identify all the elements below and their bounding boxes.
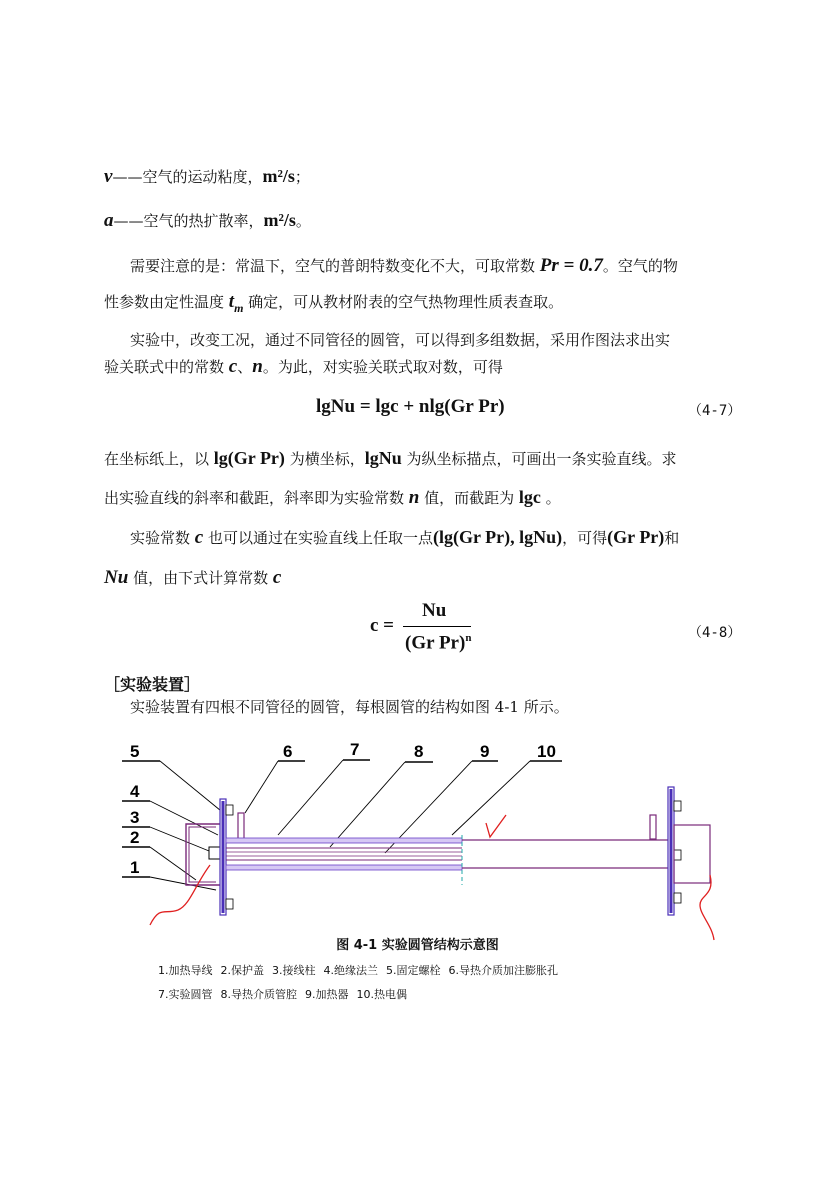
- legend-item: 4.绝缘法兰: [323, 964, 378, 977]
- plot-text: 在坐标纸上，以: [104, 450, 214, 468]
- denominator-text: (Gr Pr): [405, 632, 466, 654]
- nu-number: Nu: [104, 567, 129, 588]
- constant-text: ，可得: [562, 529, 608, 547]
- test-pipe-top-wall: [226, 838, 462, 843]
- grpr: (Gr Pr): [607, 527, 665, 547]
- plot-text: 。: [540, 489, 561, 507]
- pipe-structure-diagram: [0, 735, 835, 945]
- fraction-bar: [403, 626, 471, 627]
- plot-text: 值，而截距为: [419, 489, 519, 507]
- section-text: 实验装置有四根不同管径的圆管，每根圆管的结构如图 4-1 所示。: [130, 698, 569, 716]
- constant-text: 值，由下式计算常数: [128, 569, 273, 587]
- experiment-text: 验关联式中的常数: [104, 358, 229, 376]
- note-text: 需要注意的是：常温下，空气的普朗特数变化不大，可取常数: [130, 257, 540, 275]
- note-line-2: [104, 292, 563, 318]
- legend-item: 3.接线柱: [272, 964, 316, 977]
- tm-symbol: [228, 291, 244, 315]
- legend-item: 6.导热介质加注膨胀孔: [448, 964, 558, 977]
- n-symbol: n: [252, 356, 263, 377]
- equation-4-8-number: （4-8）: [688, 625, 742, 641]
- experiment-text: 。为此，对实验关联式取对数，可得: [262, 358, 503, 376]
- experiment-line-2: [104, 357, 503, 377]
- legend-item: 2.保护盖: [220, 964, 264, 977]
- equation-4-8-denominator: [405, 632, 471, 654]
- c-symbol: c: [228, 356, 238, 377]
- handwritten-check-mark: [486, 815, 506, 837]
- note-text: 。空气的物: [602, 257, 678, 275]
- plot-text: 为纵坐标描点，可画出一条实验直线。求: [401, 450, 677, 468]
- a-symbol: a: [104, 210, 114, 231]
- pr-equation: Pr = 0.7: [539, 255, 603, 276]
- c-symbol: c: [272, 567, 282, 588]
- separator: 、: [237, 358, 253, 376]
- label-9: 9: [480, 742, 490, 761]
- legend-item: 1.加热导线: [158, 964, 213, 977]
- legend-item: 7.实验圆管: [158, 988, 213, 1001]
- a-description: ——空气的热扩散率，: [113, 212, 264, 230]
- equation-4-7: lgNu = lgc + nlg(Gr Pr): [316, 396, 505, 417]
- point-expression: (lg(Gr Pr), lgNu): [433, 527, 563, 547]
- section-title: ［实验装置］: [104, 675, 201, 694]
- c-symbol: c: [194, 527, 204, 548]
- label-10: 10: [537, 742, 556, 761]
- plot-line-1: [104, 448, 677, 469]
- plot-text: 出实验直线的斜率和截距，斜率即为实验常数: [104, 489, 409, 507]
- m-subscript: m: [234, 300, 244, 315]
- a-definition: [104, 210, 311, 231]
- terminal-post: [209, 847, 221, 859]
- legend-item: 8.导热介质管腔: [220, 988, 297, 1001]
- t-symbol: t: [228, 291, 235, 312]
- label-6: 6: [283, 742, 293, 761]
- legend-item: 10.热电偶: [356, 988, 407, 1001]
- label-2: 2: [130, 828, 140, 847]
- bolt-icon: [226, 805, 233, 815]
- expansion-hole: [238, 813, 244, 841]
- nu-definition: [104, 166, 310, 187]
- period: 。: [295, 212, 311, 230]
- test-pipe-bottom-wall: [226, 865, 462, 870]
- nu-symbol: ν: [104, 166, 113, 187]
- equation-4-7-number: （4-7）: [688, 403, 742, 419]
- label-5: 5: [130, 742, 140, 761]
- semicolon: ；: [294, 168, 310, 186]
- figure-caption: 图 4-1 实验圆管结构示意图: [336, 938, 499, 953]
- note-text: 性参数由定性温度: [104, 293, 229, 311]
- label-3: 3: [130, 808, 140, 827]
- constant-line-2: [104, 568, 281, 588]
- legend-row-1: [158, 962, 566, 978]
- constant-text: 实验常数: [130, 529, 195, 547]
- equation-4-8-lhs: c =: [370, 615, 395, 636]
- constant-text: 和: [664, 529, 680, 547]
- plot-text: 为横坐标，: [284, 450, 365, 468]
- bolt-icon: [674, 801, 681, 811]
- constant-text: 也可以通过在实验直线上任取一点: [203, 529, 433, 547]
- lgc: lgc: [518, 487, 541, 507]
- note-line-1: [130, 256, 678, 276]
- equation-4-8-numerator: Nu: [422, 600, 447, 621]
- lg-grpr: lg(Gr Pr): [213, 448, 285, 468]
- experiment-line-1: 实验中，改变工况，通过不同管径的圆管，可以得到多组数据，采用作图法求出实: [130, 331, 671, 349]
- exponent: n: [465, 632, 472, 644]
- label-8: 8: [414, 742, 424, 761]
- note-text: 确定，可从教材附表的空气热物理性质表查取。: [243, 293, 564, 311]
- label-1: 1: [130, 858, 140, 877]
- legend-item: 9.加热器: [305, 988, 349, 1001]
- constant-line-1: [130, 527, 679, 548]
- bolt-icon: [674, 893, 681, 903]
- lgnu: lgNu: [364, 448, 402, 468]
- plot-line-2: [104, 487, 561, 508]
- nu-unit: m²/s: [262, 166, 295, 186]
- a-unit: m²/s: [263, 210, 296, 230]
- bolt-icon: [674, 850, 681, 860]
- handwritten-stroke: [700, 875, 714, 940]
- bolt-icon: [226, 899, 233, 909]
- handwritten-stroke: [150, 865, 210, 925]
- label-7: 7: [350, 740, 360, 759]
- nu-description: ——空气的运动粘度，: [112, 168, 263, 186]
- label-4: 4: [130, 782, 140, 801]
- legend-item: 5.固定螺栓: [386, 964, 441, 977]
- legend-row-2: [158, 986, 415, 1002]
- n-symbol: n: [408, 487, 420, 508]
